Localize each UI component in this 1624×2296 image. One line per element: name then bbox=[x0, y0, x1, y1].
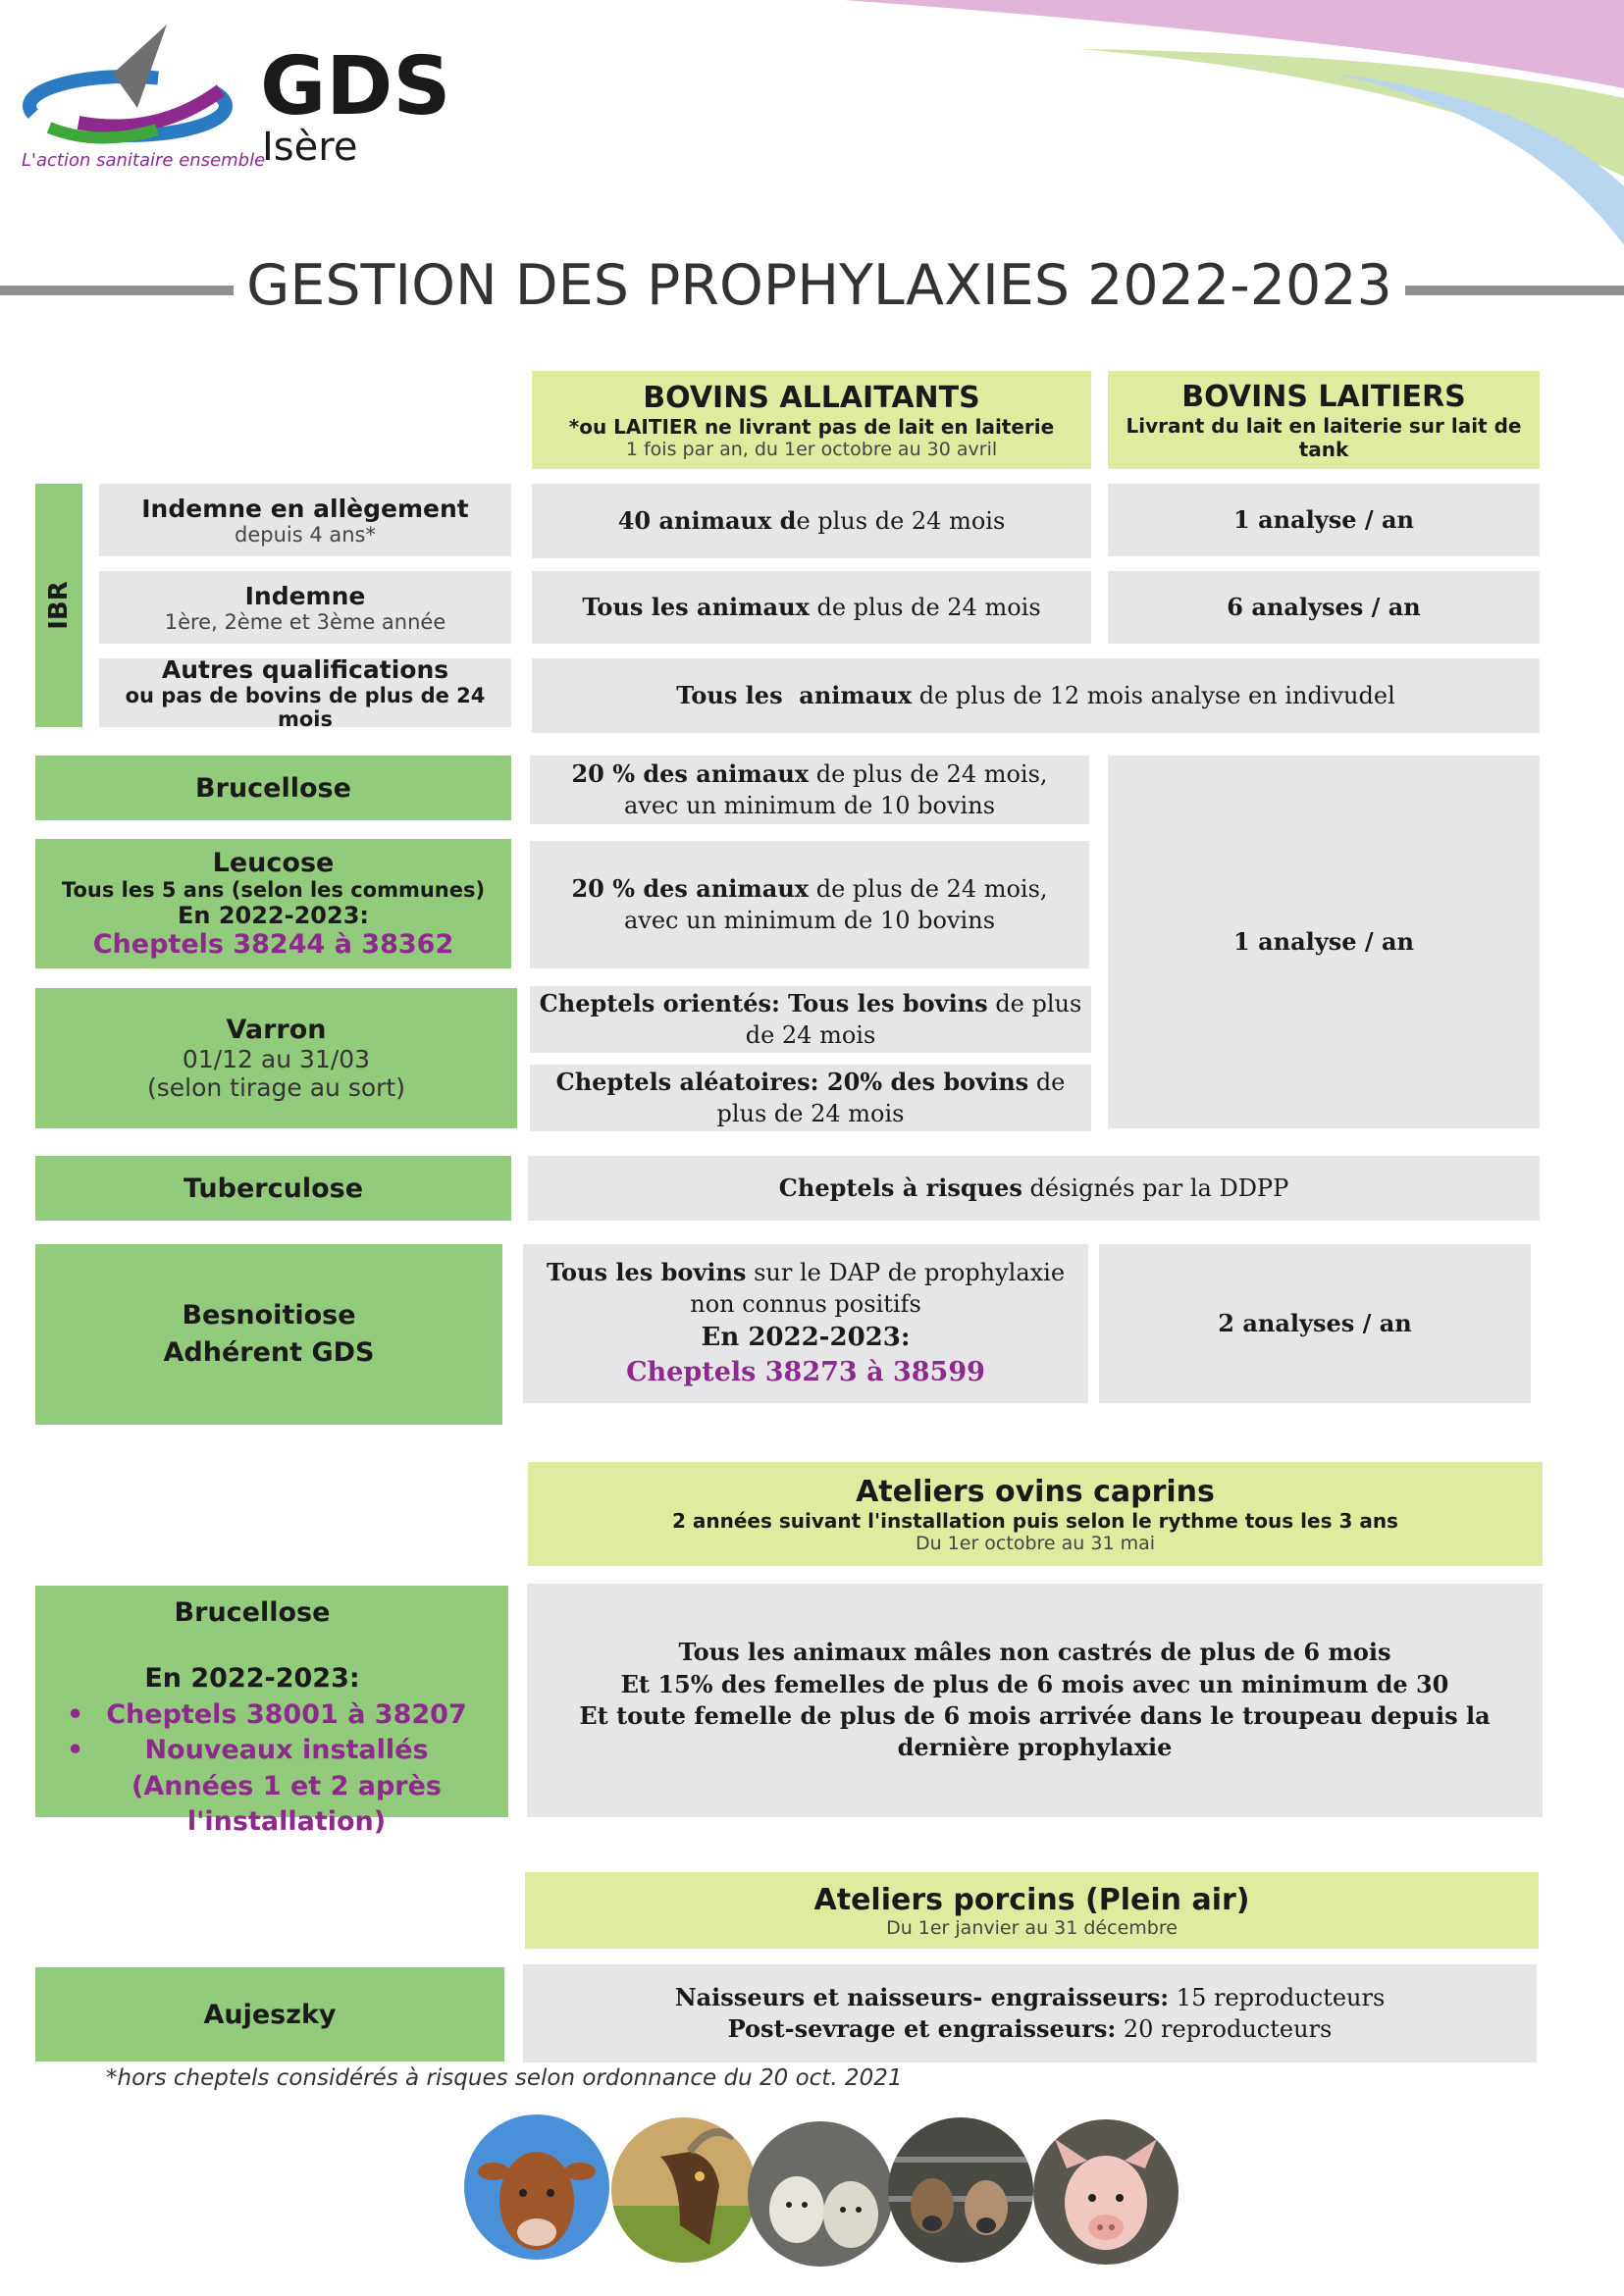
ovins-brucellose-list bbox=[35, 1697, 508, 1841]
ovins-period: Du 1er octobre au 31 mai bbox=[915, 1532, 1156, 1554]
ibr-row1-allaitants-rest: e plus de 24 mois bbox=[796, 506, 1006, 535]
ovins-sub: 2 années suivant l'installation puis selon le rythme tous les 3 ans bbox=[672, 1508, 1398, 1533]
ibr-row1-title: Indemne en allègement bbox=[141, 494, 469, 523]
brucellose-label bbox=[35, 756, 511, 820]
leucose-label bbox=[35, 839, 511, 968]
allaitants-period: 1 fois par an, du 1er octobre au 30 avril bbox=[625, 438, 998, 460]
ovins-line: Et toute femelle de plus de 6 mois arrivée dans le troupeau depuis la dernière prophylaxie bbox=[579, 1701, 1491, 1762]
ovins-line: Tous les animaux mâles non castrés de plus de 6 mois bbox=[678, 1638, 1391, 1667]
besnoitiose-allaitants bbox=[523, 1244, 1088, 1403]
aujeszky-title: Aujeszky bbox=[203, 1999, 337, 2030]
title-rule-left bbox=[0, 286, 234, 295]
ibr-row3-label bbox=[99, 654, 511, 731]
besnoitiose-laitiers-value: 2 analyses / an bbox=[1218, 1308, 1412, 1337]
laitiers-merged-value: 1 analyse / an bbox=[1233, 926, 1414, 956]
ibr-row2-laitiers-value: 6 analyses / an bbox=[1227, 592, 1421, 621]
ovins-line: Et 15% des femelles de plus de 6 mois avec un minimum de 30 bbox=[620, 1669, 1449, 1698]
varron-aleatoires bbox=[530, 1065, 1091, 1131]
gds-logo-mark bbox=[20, 20, 240, 147]
ovins-brucellose-title: Brucellose bbox=[174, 1597, 331, 1628]
calves-photo bbox=[888, 2117, 1033, 2263]
besnoitiose-label bbox=[35, 1244, 502, 1425]
besnoitiose-title: Besnoitiose bbox=[182, 1300, 356, 1331]
page-title: GESTION DES PROPHYLAXIES 2022-2023 bbox=[246, 253, 1392, 318]
aujeszky-label bbox=[35, 1967, 504, 2061]
ibr-row2-laitiers bbox=[1108, 571, 1540, 644]
logo bbox=[20, 20, 471, 177]
title-rule-right bbox=[1405, 286, 1624, 295]
corner-swoosh-decoration bbox=[785, 0, 1624, 255]
footnote: *hors cheptels considérés à risques selon ordonnance du 20 oct. 2021 bbox=[106, 2065, 903, 2091]
ibr-row1-laitiers bbox=[1108, 484, 1540, 556]
ibr-row1-sub: depuis 4 ans* bbox=[235, 522, 376, 547]
ibr-row2-title: Indemne bbox=[244, 581, 366, 610]
leucose-sub2: En 2022-2023: bbox=[178, 902, 369, 929]
varron-orientes-bold: Cheptels orientés: Tous les bovins bbox=[539, 988, 988, 1018]
besnoitiose-year: En 2022-2023: bbox=[701, 1322, 911, 1352]
ibr-row1-allaitants-bold: 40 animaux d bbox=[617, 505, 797, 535]
ibr-row2-sub: 1ère, 2ème et 3ème année bbox=[164, 609, 446, 634]
aujeszky-l1-rest: 15 reproducteurs bbox=[1169, 1983, 1386, 2011]
ovins-brucellose-item: • Cheptels 38001 à 38207 bbox=[94, 1697, 479, 1733]
logo-brand: GDS bbox=[260, 40, 451, 133]
ibr-row3-merged bbox=[532, 658, 1540, 733]
leucose-line2: avec un minimum de 10 bovins bbox=[623, 907, 996, 934]
ibr-label-text: IBR bbox=[44, 581, 75, 630]
varron-orientes bbox=[530, 986, 1091, 1053]
ibr-row2-allaitants-rest: de plus de 24 mois bbox=[809, 593, 1041, 621]
varron-orientes-rest: de plus de 24 mois bbox=[745, 989, 1082, 1049]
brucellose-bold: 20 % des animaux bbox=[571, 758, 810, 788]
tuberculose-label bbox=[35, 1156, 511, 1221]
besnoitiose-rest: sur le DAP de prophylaxie non connus positifs bbox=[690, 1258, 1066, 1319]
header-porcins bbox=[525, 1872, 1539, 1949]
laitiers-merged-cell bbox=[1108, 756, 1540, 1128]
pig-photo bbox=[1033, 2119, 1179, 2265]
leucose-bold: 20 % des animaux bbox=[571, 873, 810, 903]
leucose-title: Leucose bbox=[212, 848, 335, 878]
ibr-row3-title: Autres qualifications bbox=[161, 654, 449, 684]
logo-region: Isère bbox=[262, 125, 358, 170]
aujeszky-l1-bold: Naisseurs et naisseurs- engraisseurs: bbox=[674, 1982, 1170, 2011]
varron-label bbox=[35, 988, 517, 1128]
allaitants-sub: *ou LAITIER ne livrant pas de lait en laiterie bbox=[568, 414, 1055, 439]
ibr-side-label bbox=[35, 484, 82, 727]
aujeszky-l2-bold: Post-sevrage et engraisseurs: bbox=[727, 2014, 1117, 2043]
ibr-row3-sub: ou pas de bovins de plus de 24 mois bbox=[125, 683, 486, 731]
varron-aleatoires-rest: de plus de 24 mois bbox=[716, 1068, 1066, 1127]
allaitants-title: BOVINS ALLAITANTS bbox=[643, 380, 980, 415]
ibr-row3-merged-bold: Tous les animaux bbox=[676, 680, 913, 709]
ovins-title: Ateliers ovins caprins bbox=[856, 1474, 1215, 1509]
logo-tagline: L'action sanitaire ensemble bbox=[22, 150, 266, 171]
besnoitiose-highlight: Cheptels 38273 à 38599 bbox=[626, 1356, 985, 1387]
porcins-title: Ateliers porcins (Plein air) bbox=[813, 1882, 1250, 1917]
besnoitiose-laitiers bbox=[1099, 1244, 1531, 1403]
aujeszky-l2-rest: 20 reproducteurs bbox=[1116, 2015, 1333, 2043]
ibr-row1-laitiers-value: 1 analyse / an bbox=[1233, 504, 1414, 534]
ovins-brucellose-label bbox=[35, 1586, 508, 1838]
sheep-photo bbox=[748, 2121, 893, 2267]
tuberculose-rest: désignés par la DDPP bbox=[1022, 1174, 1289, 1202]
ibr-row1-label bbox=[99, 484, 511, 556]
ibr-row3-merged-rest: de plus de 12 mois analyse en indivudel bbox=[912, 681, 1395, 709]
brucellose-line2: avec un minimum de 10 bovins bbox=[623, 792, 996, 819]
ovins-brucellose-item: • Nouveaux installés (Années 1 et 2 après l'installation) bbox=[94, 1733, 479, 1840]
ibr-row2-allaitants bbox=[532, 571, 1091, 644]
laitiers-sub: Livrant du lait en laiterie sur lait de tank bbox=[1126, 413, 1522, 461]
header-ovins-caprins bbox=[528, 1462, 1543, 1566]
header-bovins-laitiers bbox=[1108, 371, 1540, 469]
varron-dates: 01/12 au 31/03 bbox=[182, 1045, 371, 1073]
ibr-row2-label bbox=[99, 571, 511, 644]
cow-photo bbox=[464, 2114, 609, 2260]
laitiers-title: BOVINS LAITIERS bbox=[1181, 379, 1466, 414]
leucose-allaitants bbox=[530, 841, 1089, 968]
brucellose-rest: de plus de 24 mois, bbox=[809, 759, 1048, 788]
aujeszky-value bbox=[523, 1964, 1537, 2062]
varron-note: (selon tirage au sort) bbox=[146, 1073, 405, 1102]
tuberculose-title: Tuberculose bbox=[183, 1173, 364, 1204]
varron-aleatoires-bold: Cheptels aléatoires: 20% des bovins bbox=[555, 1067, 1029, 1096]
leucose-rest: de plus de 24 mois, bbox=[809, 874, 1048, 903]
header-bovins-allaitants bbox=[532, 371, 1091, 469]
porcins-period: Du 1er janvier au 31 décembre bbox=[886, 1916, 1178, 1939]
tuberculose-value bbox=[528, 1156, 1540, 1221]
tuberculose-bold: Cheptels à risques bbox=[778, 1173, 1022, 1202]
ovins-brucellose-year: En 2022-2023: bbox=[144, 1663, 360, 1694]
ibr-row1-allaitants bbox=[532, 484, 1091, 558]
leucose-sub1: Tous les 5 ans (selon les communes) bbox=[61, 878, 486, 902]
besnoitiose-title2: Adhérent GDS bbox=[163, 1337, 375, 1368]
goat-photo bbox=[611, 2117, 757, 2263]
brucellose-title: Brucellose bbox=[195, 772, 351, 804]
leucose-highlight: Cheptels 38244 à 38362 bbox=[92, 929, 454, 960]
besnoitiose-bold: Tous les bovins bbox=[546, 1257, 747, 1286]
ovins-brucellose-value bbox=[527, 1584, 1543, 1817]
ibr-row2-allaitants-bold: Tous les animaux bbox=[582, 592, 810, 621]
brucellose-allaitants bbox=[530, 756, 1089, 824]
varron-title: Varron bbox=[226, 1015, 327, 1045]
